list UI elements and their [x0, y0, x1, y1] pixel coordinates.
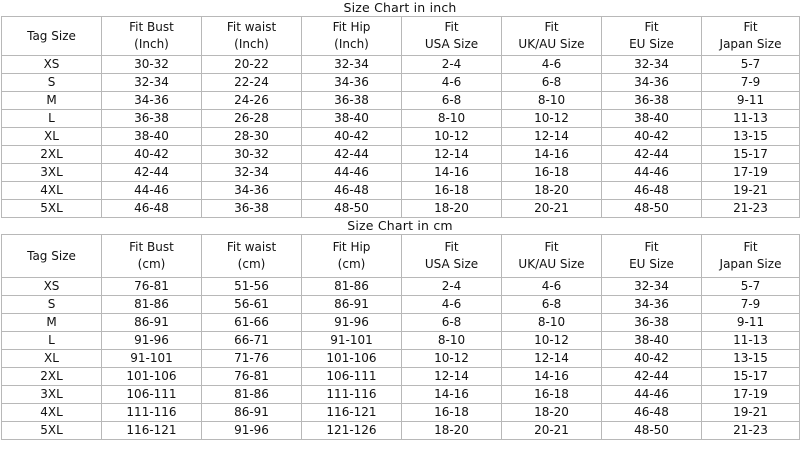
- column-header-line-1: Tag Size: [27, 28, 76, 43]
- table-cell: 38-40: [602, 332, 702, 350]
- table-cell: 8-10: [502, 314, 602, 332]
- table-cell: 101-106: [102, 368, 202, 386]
- table-cell: 8-10: [402, 332, 502, 350]
- table-cell: 38-40: [602, 110, 702, 128]
- table-cell: 14-16: [402, 386, 502, 404]
- size-chart-cm-body: [2, 278, 800, 440]
- table-cell: 40-42: [102, 146, 202, 164]
- table-cell: 36-38: [602, 314, 702, 332]
- table-cell: 86-91: [302, 296, 402, 314]
- table-cell: 91-96: [202, 422, 302, 440]
- table-cell: 10-12: [502, 332, 602, 350]
- table-cell: 91-101: [102, 350, 202, 368]
- table-cell: 6-8: [502, 296, 602, 314]
- table-cell: 21-23: [702, 422, 800, 440]
- tag-size-cell: 5XL: [2, 200, 102, 218]
- table-cell: 36-38: [202, 200, 302, 218]
- tag-size-cell: XL: [2, 128, 102, 146]
- table-cell: 2-4: [402, 56, 502, 74]
- column-header-line-2: (Inch): [134, 37, 169, 51]
- column-header-line-1: Fit Bust: [129, 20, 174, 34]
- table-cell: 56-61: [202, 296, 302, 314]
- table-cell: 13-15: [702, 128, 800, 146]
- table-row: [2, 182, 800, 200]
- table-row: [2, 332, 800, 350]
- column-header: [2, 235, 102, 278]
- table-row: [2, 200, 800, 218]
- table-row: [2, 278, 800, 296]
- table-cell: 44-46: [602, 164, 702, 182]
- table-row: [2, 128, 800, 146]
- tag-size-cell: 3XL: [2, 164, 102, 182]
- table-row: [2, 350, 800, 368]
- table-cell: 32-34: [302, 56, 402, 74]
- table-cell: 106-111: [302, 368, 402, 386]
- table-cell: 42-44: [102, 164, 202, 182]
- column-header-line-1: Fit: [544, 20, 559, 34]
- table-cell: 20-22: [202, 56, 302, 74]
- table-cell: 8-10: [402, 110, 502, 128]
- table-cell: 4-6: [402, 296, 502, 314]
- table-cell: 32-34: [602, 56, 702, 74]
- column-header: [702, 235, 800, 278]
- table-cell: 8-10: [502, 92, 602, 110]
- column-header-line-2: (cm): [237, 257, 266, 271]
- column-header-line-2: Japan Size: [719, 37, 782, 51]
- tag-size-cell: 5XL: [2, 422, 102, 440]
- table-cell: 19-21: [702, 182, 800, 200]
- table-row: [2, 74, 800, 92]
- table-row: [2, 386, 800, 404]
- table-cell: 10-12: [402, 350, 502, 368]
- column-header-line-1: Fit Bust: [129, 240, 174, 254]
- tag-size-cell: XS: [2, 278, 102, 296]
- tag-size-cell: XS: [2, 56, 102, 74]
- table-cell: 16-18: [402, 182, 502, 200]
- tag-size-cell: L: [2, 332, 102, 350]
- table-cell: 86-91: [202, 404, 302, 422]
- column-header-line-1: Fit waist: [226, 240, 277, 254]
- table-cell: 10-12: [502, 110, 602, 128]
- table-cell: 48-50: [602, 200, 702, 218]
- table-cell: 6-8: [402, 92, 502, 110]
- column-header-line-1: Fit: [444, 240, 459, 254]
- table-cell: 40-42: [602, 128, 702, 146]
- table-cell: 13-15: [702, 350, 800, 368]
- table-cell: 44-46: [302, 164, 402, 182]
- table-row: [2, 296, 800, 314]
- table-cell: 18-20: [402, 200, 502, 218]
- table-cell: 48-50: [602, 422, 702, 440]
- table-cell: 30-32: [202, 146, 302, 164]
- table-cell: 7-9: [702, 74, 800, 92]
- table-cell: 38-40: [302, 110, 402, 128]
- table-cell: 42-44: [302, 146, 402, 164]
- tag-size-cell: M: [2, 92, 102, 110]
- table-cell: 36-38: [102, 110, 202, 128]
- table-cell: 34-36: [602, 296, 702, 314]
- table-row: [2, 314, 800, 332]
- table-cell: 32-34: [602, 278, 702, 296]
- column-header: [2, 17, 102, 56]
- table-cell: 16-18: [402, 404, 502, 422]
- table-cell: 16-18: [502, 386, 602, 404]
- column-header-line-1: Fit: [743, 20, 758, 34]
- size-chart-cm-table: [1, 234, 800, 440]
- column-header: [102, 235, 202, 278]
- table-cell: 2-4: [402, 278, 502, 296]
- table-cell: 46-48: [302, 182, 402, 200]
- table-cell: 11-13: [702, 332, 800, 350]
- table-cell: 46-48: [102, 200, 202, 218]
- table-cell: 30-32: [102, 56, 202, 74]
- table-cell: 116-121: [102, 422, 202, 440]
- tag-size-cell: S: [2, 74, 102, 92]
- column-header-line-1: Fit waist: [226, 20, 277, 34]
- column-header: [302, 17, 402, 56]
- column-header-line-2: USA Size: [424, 257, 479, 271]
- table-cell: 36-38: [602, 92, 702, 110]
- table-cell: 15-17: [702, 146, 800, 164]
- table-cell: 18-20: [502, 182, 602, 200]
- table-cell: 14-16: [502, 146, 602, 164]
- table-cell: 111-116: [102, 404, 202, 422]
- table-cell: 76-81: [202, 368, 302, 386]
- table-row: [2, 368, 800, 386]
- table-cell: 26-28: [202, 110, 302, 128]
- column-header: [102, 17, 202, 56]
- table-cell: 6-8: [502, 74, 602, 92]
- column-header-line-2: UK/AU Size: [518, 257, 585, 271]
- column-header: [302, 235, 402, 278]
- table-cell: 24-26: [202, 92, 302, 110]
- table-cell: 40-42: [602, 350, 702, 368]
- column-header-line-1: Fit: [644, 20, 659, 34]
- table-cell: 81-86: [302, 278, 402, 296]
- column-header-line-2: USA Size: [424, 37, 479, 51]
- table-cell: 48-50: [302, 200, 402, 218]
- table-cell: 4-6: [502, 278, 602, 296]
- table-cell: 86-91: [102, 314, 202, 332]
- column-header-line-1: Fit Hip: [332, 240, 371, 254]
- column-header: [602, 235, 702, 278]
- column-header-line-2: (Inch): [334, 37, 369, 51]
- tag-size-cell: 2XL: [2, 146, 102, 164]
- tag-size-cell: L: [2, 110, 102, 128]
- table-cell: 46-48: [602, 182, 702, 200]
- table-cell: 28-30: [202, 128, 302, 146]
- table-cell: 32-34: [202, 164, 302, 182]
- column-header: [402, 235, 502, 278]
- tag-size-cell: 4XL: [2, 182, 102, 200]
- table-cell: 42-44: [602, 146, 702, 164]
- column-header-line-1: Fit Hip: [332, 20, 371, 34]
- tag-size-cell: S: [2, 296, 102, 314]
- table-cell: 61-66: [202, 314, 302, 332]
- table-cell: 20-21: [502, 200, 602, 218]
- table-cell: 5-7: [702, 56, 800, 74]
- table-row: [2, 146, 800, 164]
- table-cell: 12-14: [402, 368, 502, 386]
- table-cell: 10-12: [402, 128, 502, 146]
- table-cell: 66-71: [202, 332, 302, 350]
- column-header-line-2: (cm): [137, 257, 166, 271]
- table-cell: 22-24: [202, 74, 302, 92]
- column-header-line-2: UK/AU Size: [518, 37, 585, 51]
- table-cell: 15-17: [702, 368, 800, 386]
- table-row: [2, 110, 800, 128]
- size-chart-cm-header: [2, 235, 800, 278]
- table-cell: 81-86: [102, 296, 202, 314]
- column-header-line-2: (cm): [337, 257, 366, 271]
- column-header: [602, 17, 702, 56]
- table-cell: 51-56: [202, 278, 302, 296]
- column-header-line-2: Japan Size: [719, 257, 782, 271]
- table-cell: 46-48: [602, 404, 702, 422]
- table-cell: 18-20: [502, 404, 602, 422]
- table-cell: 91-101: [302, 332, 402, 350]
- table-cell: 34-36: [202, 182, 302, 200]
- tag-size-cell: 4XL: [2, 404, 102, 422]
- table-cell: 81-86: [202, 386, 302, 404]
- table-cell: 116-121: [302, 404, 402, 422]
- table-cell: 34-36: [302, 74, 402, 92]
- tag-size-cell: 3XL: [2, 386, 102, 404]
- table-cell: 101-106: [302, 350, 402, 368]
- tag-size-cell: M: [2, 314, 102, 332]
- table-row: [2, 422, 800, 440]
- table-cell: 14-16: [402, 164, 502, 182]
- column-header-line-1: Fit: [743, 240, 758, 254]
- size-chart-inch-title: Size Chart in inch: [343, 0, 457, 15]
- table-cell: 12-14: [502, 350, 602, 368]
- table-cell: 42-44: [602, 368, 702, 386]
- column-header: [502, 235, 602, 278]
- table-cell: 14-16: [502, 368, 602, 386]
- size-chart-inch-table: [1, 16, 800, 218]
- size-chart-cm-title: Size Chart in cm: [347, 218, 453, 233]
- table-cell: 34-36: [102, 92, 202, 110]
- table-cell: 32-34: [102, 74, 202, 92]
- table-row: [2, 56, 800, 74]
- table-cell: 106-111: [102, 386, 202, 404]
- table-cell: 5-7: [702, 278, 800, 296]
- table-cell: 4-6: [402, 74, 502, 92]
- table-cell: 21-23: [702, 200, 800, 218]
- table-cell: 111-116: [302, 386, 402, 404]
- table-cell: 40-42: [302, 128, 402, 146]
- table-cell: 91-96: [302, 314, 402, 332]
- table-cell: 121-126: [302, 422, 402, 440]
- column-header-line-1: Fit: [544, 240, 559, 254]
- table-cell: 34-36: [602, 74, 702, 92]
- table-cell: 19-21: [702, 404, 800, 422]
- table-row: [2, 404, 800, 422]
- table-cell: 91-96: [102, 332, 202, 350]
- size-chart-inch-body: [2, 56, 800, 218]
- table-cell: 44-46: [602, 386, 702, 404]
- table-cell: 9-11: [702, 314, 800, 332]
- size-chart-inch-header: [2, 17, 800, 56]
- column-header: [202, 235, 302, 278]
- table-cell: 12-14: [502, 128, 602, 146]
- column-header: [702, 17, 800, 56]
- table-cell: 11-13: [702, 110, 800, 128]
- table-cell: 36-38: [302, 92, 402, 110]
- table-cell: 76-81: [102, 278, 202, 296]
- table-cell: 44-46: [102, 182, 202, 200]
- table-cell: 38-40: [102, 128, 202, 146]
- table-cell: 7-9: [702, 296, 800, 314]
- table-cell: 6-8: [402, 314, 502, 332]
- tag-size-cell: 2XL: [2, 368, 102, 386]
- column-header: [402, 17, 502, 56]
- table-cell: 17-19: [702, 164, 800, 182]
- table-row: [2, 92, 800, 110]
- column-header-line-2: (Inch): [234, 37, 269, 51]
- column-header-line-2: EU Size: [629, 257, 674, 271]
- table-cell: 20-21: [502, 422, 602, 440]
- tag-size-cell: XL: [2, 350, 102, 368]
- table-row: [2, 164, 800, 182]
- column-header-line-1: Tag Size: [27, 248, 76, 263]
- column-header: [502, 17, 602, 56]
- table-cell: 18-20: [402, 422, 502, 440]
- column-header-line-1: Fit: [444, 20, 459, 34]
- column-header-line-2: EU Size: [629, 37, 674, 51]
- column-header: [202, 17, 302, 56]
- table-cell: 17-19: [702, 386, 800, 404]
- table-cell: 4-6: [502, 56, 602, 74]
- table-cell: 9-11: [702, 92, 800, 110]
- table-cell: 71-76: [202, 350, 302, 368]
- column-header-line-1: Fit: [644, 240, 659, 254]
- table-cell: 16-18: [502, 164, 602, 182]
- table-cell: 12-14: [402, 146, 502, 164]
